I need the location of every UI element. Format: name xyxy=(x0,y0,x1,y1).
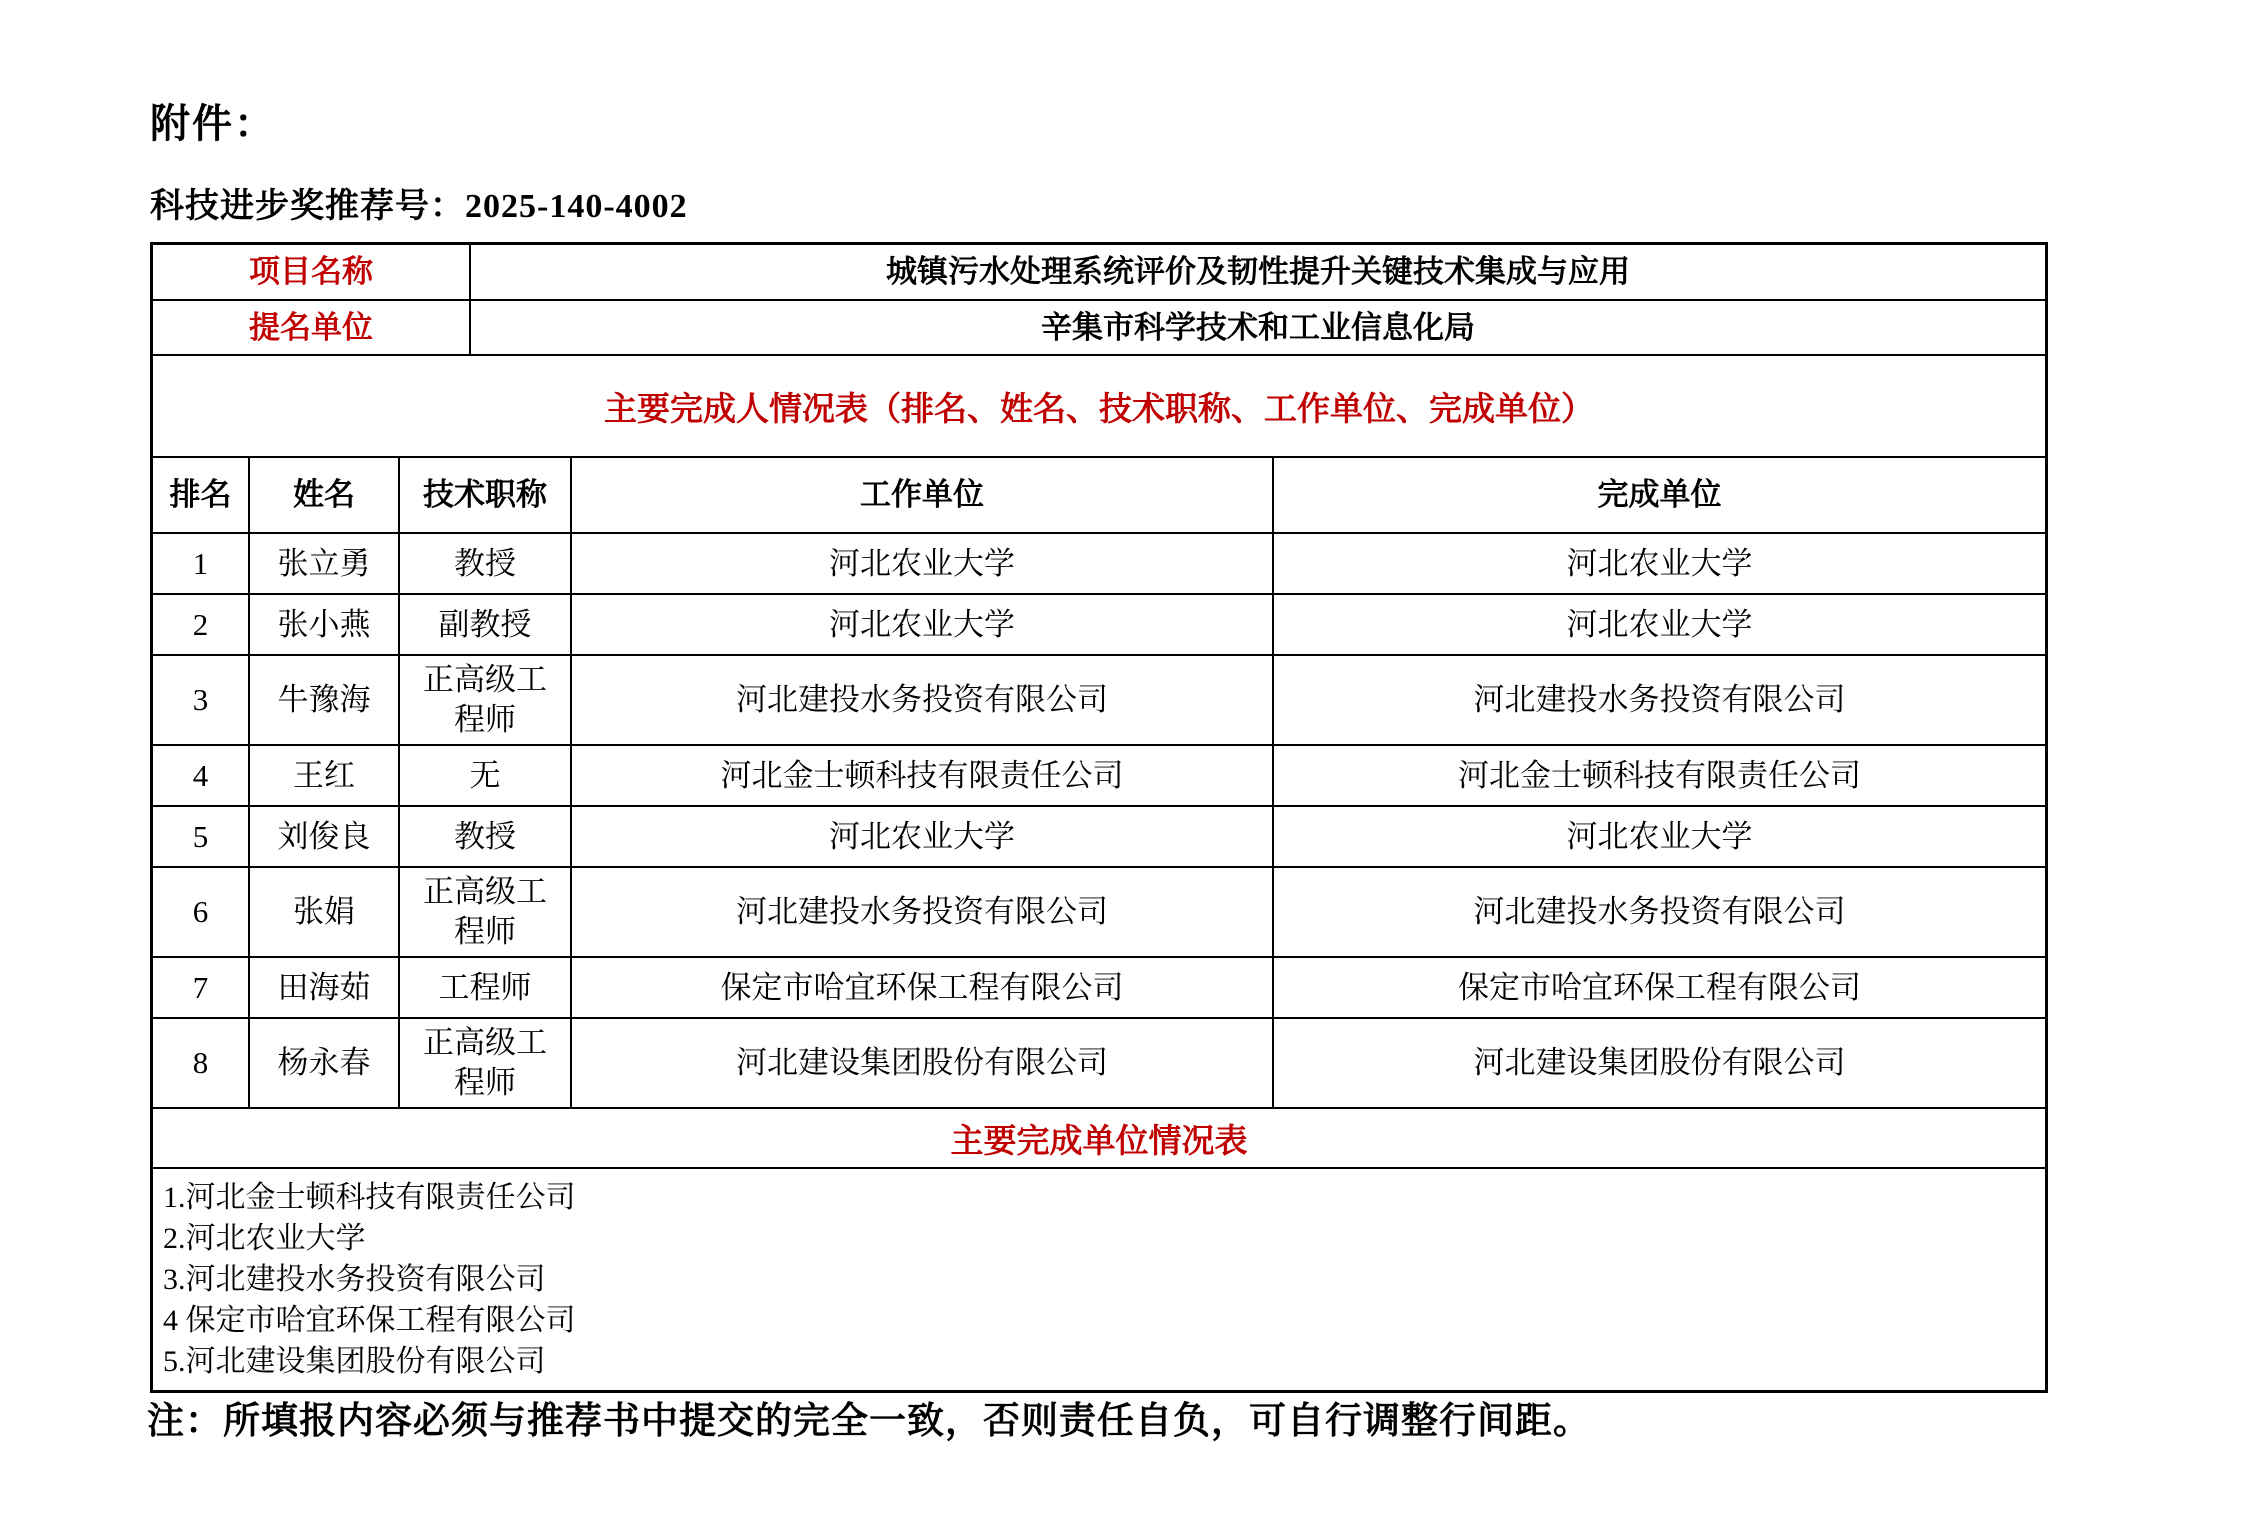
title-cell: 正高级工程师 xyxy=(400,656,572,744)
work-unit-cell: 河北建设集团股份有限公司 xyxy=(572,1019,1274,1107)
title-cell: 无 xyxy=(400,746,572,805)
completion-unit-item: 5.河北建设集团股份有限公司 xyxy=(163,1345,546,1378)
name-cell: 杨永春 xyxy=(250,1019,400,1107)
table-row xyxy=(153,593,2045,654)
completion-unit-cell: 河北农业大学 xyxy=(1566,606,1753,642)
project-name-row xyxy=(153,245,2045,299)
completion-unit-item: 2.河北农业大学 xyxy=(163,1222,366,1255)
rank-cell: 5 xyxy=(153,807,250,866)
table-row xyxy=(153,532,2045,593)
work-unit-cell: 河北金士顿科技有限责任公司 xyxy=(572,746,1274,805)
completion-unit-item: 1.河北金士顿科技有限责任公司 xyxy=(163,1181,576,1214)
work-unit-cell: 河北建投水务投资有限公司 xyxy=(572,868,1274,956)
title-cell: 工程师 xyxy=(400,958,572,1017)
title-cell: 正高级工程师 xyxy=(400,1019,572,1107)
name-cell: 张立勇 xyxy=(250,534,400,593)
rank-cell: 1 xyxy=(153,534,250,593)
completion-unit-item: 3.河北建投水务投资有限公司 xyxy=(163,1263,546,1296)
completion-unit-cell: 河北农业大学 xyxy=(1566,545,1753,581)
nominating-unit-label: 提名单位 xyxy=(153,301,471,354)
completion-unit-cell: 河北农业大学 xyxy=(1566,818,1753,854)
name-cell: 牛豫海 xyxy=(250,656,400,744)
attachment-heading: 附件： xyxy=(150,102,276,146)
completion-unit-cell: 河北金士顿科技有限责任公司 xyxy=(1458,757,1861,793)
title-cell: 教授 xyxy=(400,807,572,866)
table-row xyxy=(153,956,2045,1017)
rank-cell: 4 xyxy=(153,746,250,805)
title-cell: 副教授 xyxy=(400,595,572,654)
title-cell: 正高级工程师 xyxy=(400,868,572,956)
name-cell: 田海茹 xyxy=(250,958,400,1017)
recommendation-line xyxy=(150,178,688,227)
project-name-value: 城镇污水处理系统评价及韧性提升关键技术集成与应用 xyxy=(886,254,1630,289)
name-cell: 张娟 xyxy=(250,868,400,956)
recommendation-number: 2025-140-4002 xyxy=(465,188,688,225)
column-header-name: 姓名 xyxy=(250,458,400,532)
work-unit-cell: 保定市哈宜环保工程有限公司 xyxy=(572,958,1274,1017)
rank-cell: 8 xyxy=(153,1019,250,1107)
nominating-unit-row xyxy=(153,299,2045,354)
column-header-rank: 排名 xyxy=(153,458,250,532)
table-header-row xyxy=(153,456,2045,532)
nominating-unit-value: 辛集市科学技术和工业信息化局 xyxy=(1041,309,1475,345)
title-cell: 教授 xyxy=(400,534,572,593)
name-cell: 张小燕 xyxy=(250,595,400,654)
name-cell: 刘俊良 xyxy=(250,807,400,866)
work-unit-cell: 河北农业大学 xyxy=(572,595,1274,654)
footer-note: 注：所填报内容必须与推荐书中提交的完全一致，否则责任自负，可自行调整行间距。 xyxy=(147,1401,1591,1442)
project-name-label: 项目名称 xyxy=(153,245,471,299)
name-cell: 王红 xyxy=(250,746,400,805)
completion-unit-item: 4 保定市哈宜环保工程有限公司 xyxy=(163,1304,576,1337)
table-row xyxy=(153,866,2045,956)
table-row xyxy=(153,1017,2045,1107)
recommendation-label: 科技进步奖推荐号： xyxy=(150,188,465,225)
award-table xyxy=(150,242,2048,1393)
work-unit-cell: 河北建投水务投资有限公司 xyxy=(572,656,1274,744)
completers-banner: 主要完成人情况表（排名、姓名、技术职称、工作单位、完成单位） xyxy=(153,354,2045,456)
rank-cell: 7 xyxy=(153,958,250,1017)
table-row xyxy=(153,654,2045,744)
completion-units-list xyxy=(153,1167,2045,1390)
work-unit-cell: 河北农业大学 xyxy=(572,534,1274,593)
completion-unit-cell: 河北建投水务投资有限公司 xyxy=(1473,894,1846,929)
completion-unit-cell: 保定市哈宜环保工程有限公司 xyxy=(1458,969,1861,1005)
rank-cell: 2 xyxy=(153,595,250,654)
column-header-title: 技术职称 xyxy=(400,458,572,532)
completion-unit-cell: 河北建设集团股份有限公司 xyxy=(1473,1045,1846,1080)
completion-unit-cell: 河北建投水务投资有限公司 xyxy=(1473,682,1846,717)
work-unit-cell: 河北农业大学 xyxy=(572,807,1274,866)
column-header-work-unit: 工作单位 xyxy=(572,458,1274,532)
table-row xyxy=(153,744,2045,805)
units-banner: 主要完成单位情况表 xyxy=(153,1107,2045,1167)
table-row xyxy=(153,805,2045,866)
column-header-completion-unit: 完成单位 xyxy=(1597,477,1722,512)
rank-cell: 3 xyxy=(153,656,250,744)
rank-cell: 6 xyxy=(153,868,250,956)
